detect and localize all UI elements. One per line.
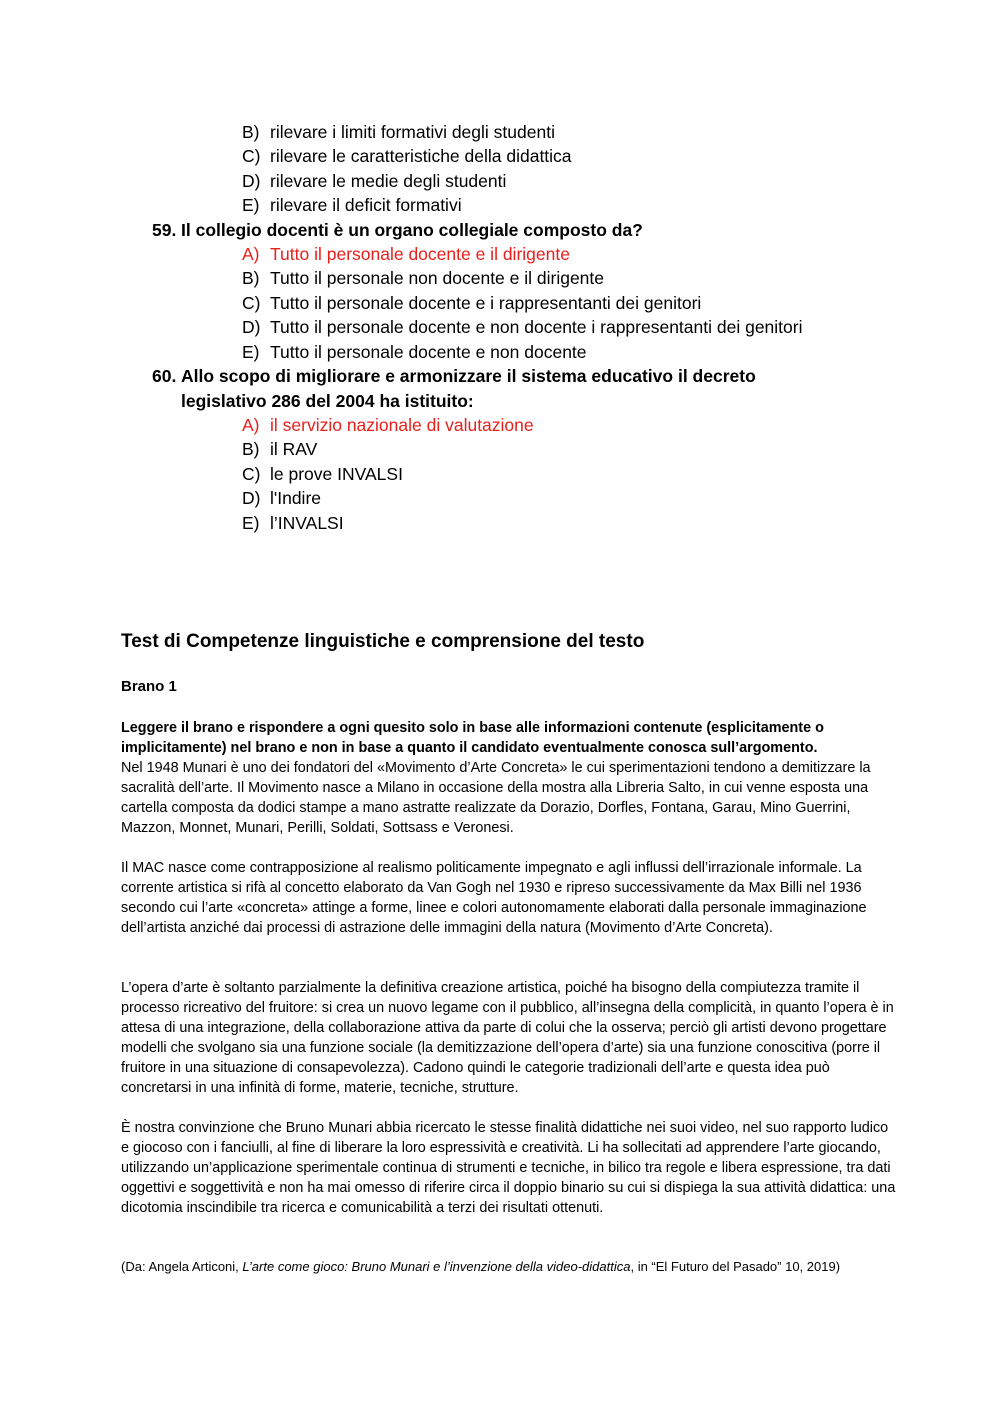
q59-option-c: C) Tutto il personale docente e i rappresentanti dei genitori <box>242 293 702 313</box>
q59-option-e: E) Tutto il personale docente e non docente <box>242 342 587 362</box>
q59-option-d: D) Tutto il personale docente e non docente i rappresentanti dei genitori <box>242 317 803 337</box>
option-d: D) rilevare le medie degli studenti <box>242 171 507 191</box>
question-60-continuation: legislativo 286 del 2004 ha istituito: <box>181 391 474 411</box>
option-e: E) rilevare il deficit formativi <box>242 195 462 215</box>
source-title: L’arte come gioco: Bruno Munari e l’invenzione della video-didattica <box>242 1259 631 1274</box>
section-title: Test di Competenze linguistiche e comprensione del testo <box>121 631 645 652</box>
instructions: Leggere il brano e rispondere a ogni quesito solo in base alle informazioni contenute (esplicitamente o implicitamente) nel brano e non in base a quanto il candidato eventualmente conosca sull’argomento. <box>121 720 824 756</box>
q59-option-a-correct: A) Tutto il personale docente e il dirigente <box>242 244 570 264</box>
paragraph-1: Nel 1948 Munari è uno dei fondatori del «Movimento d’Arte Concreta» le cui sperimentazioni tendono a demitizzare la sacralità dell’arte. Il Movimento nasce a Milano in occasione della mostra alla Libreria Salto, in cui venne esposta una cartella composta da dodici stampe a mano astratte realizzate da Dorazio, Dorfles, Fontana, Garau, Mino Guerrini, Mazzon, Monnet, Munari, Perilli, Soldati, Sottsass e Veronesi. <box>121 760 871 836</box>
question-60: 60. Allo scopo di migliorare e armonizzare il sistema educativo il decreto <box>152 366 756 386</box>
brano-label: Brano 1 <box>121 678 177 695</box>
question-59: 59. Il collegio docenti è un organo collegiale composto da? <box>152 220 643 240</box>
q60-option-d: D) l'Indire <box>242 488 322 508</box>
source-citation: (Da: Angela Articoni, L’arte come gioco: Bruno Munari e l’invenzione della video-didattica, in “El Futuro del Pasado” 10, 2019) <box>121 1259 841 1274</box>
option-b: B) rilevare i limiti formativi degli studenti <box>242 122 555 142</box>
paragraph-4: È nostra convinzione che Bruno Munari abbia ricercato le stesse finalità didattiche nei suoi video, nel suo rapporto ludico e giocoso con i fanciulli, al fine di liberare la loro espressività e creatività. Li ha sollecitati ad apprendere l’arte giocando, utilizzando un’applicazione sperimentale continua di strumenti e tecniche, in bilico tra regole e libera espressione, tra dati oggettivi e soggettività e non ha mai omesso di riferire circa il doppio binario su cui si dispiega la sua attività didattica: una dicotomia inscindibile tra ricerca e comunicabilità a terzi dei risultati ottenuti. <box>121 1120 896 1216</box>
paragraph-2: Il MAC nasce come contrapposizione al realismo politicamente impegnato e agli influssi dell’irrazionale informale. La corrente artistica si rifà al concetto elaborato da Van Gogh nel 1930 e ripreso successivamente da Max Billi nel 1936 secondo cui l’arte «concreta» attinge a forme, linee e colori autonomamente elaborati dalla personale immaginazione dell’artista anziché dai processi di astrazione delle immagini della natura (Movimento d’Arte Concreta). <box>121 860 867 936</box>
q59-option-b: B) Tutto il personale non docente e il dirigente <box>242 268 605 288</box>
option-c: C) rilevare le caratteristiche della didattica <box>242 146 572 166</box>
paragraph-3: L’opera d’arte è soltanto parzialmente la definitiva creazione artistica, poiché ha bisogno della compiutezza tramite il processo ricreativo del fruitore: si crea un nuovo legame con il pubblico, all’insegna della complicità, in quanto l’opera è in attesa di una integrazione, della collaborazione attiva da parte di colui che la osserva; perciò gli artisti devono progettare modelli che svolgano sia una funzione sociale (la demitizzazione dell’opera d’arte) sia una funzione conoscitiva (porre il fruitore in una situazione di consapevolezza). Cadono quindi le categorie tradizionali dell’arte e questa idea può concretarsi in una infinità di forme, materie, tecniche, strutture. <box>121 980 894 1096</box>
q60-option-b: B) il RAV <box>242 439 318 459</box>
q60-option-a-correct: A) il servizio nazionale di valutazione <box>242 415 534 435</box>
q60-option-e: E) l’INVALSI <box>242 513 344 533</box>
q60-option-c: C) le prove INVALSI <box>242 464 403 484</box>
